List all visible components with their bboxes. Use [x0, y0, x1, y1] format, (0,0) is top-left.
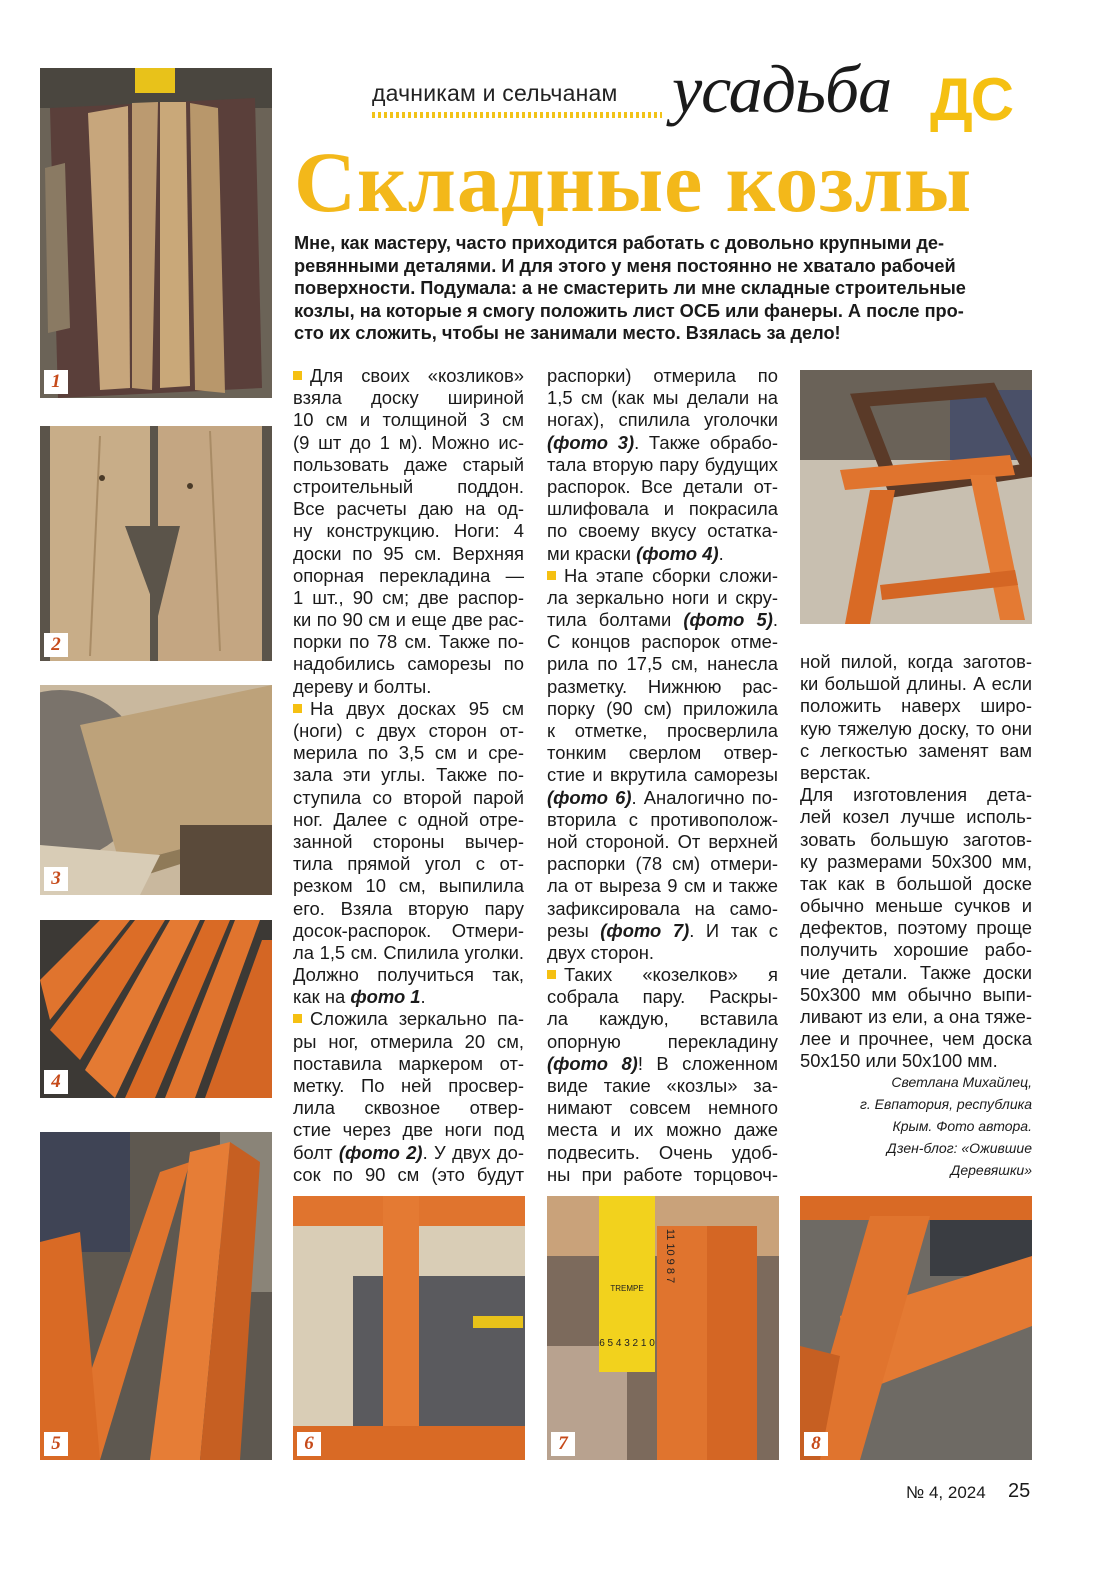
text-line: с легкостью заменят вам [800, 739, 1032, 761]
text-line: так как в большой доске [800, 872, 1032, 894]
text-line: Все расчеты даю на од- [293, 498, 524, 520]
photo-number: 1 [44, 370, 68, 394]
text-line: взяла доску шириной [293, 387, 524, 409]
text-line: опорную перекладину [547, 1030, 778, 1052]
text-line: ной пилой, когда заготов- [800, 651, 1032, 672]
text-line: вторила с противополож- [547, 808, 778, 830]
text-line: 1 шт., 90 см; две распор- [293, 586, 524, 608]
text-line: ку размерами 50х300 мм, [800, 850, 1032, 872]
text-line: надобились саморезы по [293, 653, 524, 675]
signature-line: Деревяшки» [950, 1162, 1032, 1178]
photo-top-right [800, 370, 1032, 624]
tape-digits-lower: 6 5 4 3 2 1 0 [599, 1338, 655, 1349]
bullet-icon [547, 571, 556, 580]
text-line: распорки (78 см) отмери- [547, 853, 778, 875]
photo-1 [40, 68, 272, 398]
text-line: тонким сверлом отвер- [547, 742, 778, 764]
text-line: 50х150 или 50х100 мм. [800, 1050, 998, 1072]
text-line: подвесить. Очень удоб- [547, 1141, 778, 1163]
article-lead [294, 232, 1032, 345]
body-column-2 [547, 365, 778, 1186]
text-line: порку (90 см) приложила [547, 697, 778, 719]
text-line: обычно меньше сучков и [800, 895, 1032, 917]
tape-digits: 11 10 9 8 7 [664, 1228, 676, 1284]
text-line: (ноги) с двух сторон от- [293, 720, 524, 741]
text-line: верстак. [800, 761, 871, 783]
photo-number: 4 [44, 1070, 68, 1094]
text-line: зовать большую заготов- [800, 828, 1032, 850]
text-line: лей козел лучше исполь- [800, 806, 1032, 828]
photo-reference: (фото 4) [636, 542, 719, 564]
photo-number: 5 [44, 1432, 68, 1456]
text-line: распорки) отмерила по [547, 365, 778, 386]
text-line: ног. Далее с одной отре- [293, 808, 524, 830]
text-line: (фото 8)! В сложенном [547, 1052, 779, 1074]
text-line: резком 10 см, выпилила [293, 875, 524, 897]
body-column-3 [800, 651, 1032, 1073]
lead-line: Мне, как мастеру, часто приходится работать с довольно крупными де- [294, 233, 945, 253]
text-line: ла 1,5 см. Спилила уголки. [293, 941, 524, 963]
text-line: зафиксировала на само- [547, 897, 778, 919]
text-line: На двух досках 95 см [293, 698, 524, 720]
text-line: стие и вкрутила саморезы [547, 764, 778, 786]
photo-reference: (фото 3) [547, 431, 635, 453]
text-line: двух сторон. [547, 941, 654, 963]
text-line: опорная перекладина — [293, 564, 524, 586]
text-line: Таких «козелков» я [547, 964, 778, 986]
masthead [372, 51, 1032, 138]
text-line: болт (фото 2). У двух до- [293, 1141, 524, 1163]
text-line: зала эти углы. Также по- [293, 764, 524, 786]
text-line: места и их можно даже [547, 1119, 778, 1141]
photo-reference: (фото 5) [683, 609, 773, 631]
text-line: тила прямой угол с от- [293, 853, 524, 875]
text-line: виде такие «козлы» за- [547, 1075, 778, 1096]
text-line: ной стороной. От верхней [547, 830, 778, 852]
text-line: ры ног, отмерила 20 см, [293, 1030, 524, 1052]
signature-line: Крым. Фото автора. [892, 1118, 1032, 1134]
text-line: 50х300 мм обычно выпи- [800, 983, 1032, 1005]
text-line: занной стороны вычер- [293, 830, 524, 852]
text-line: досок-распорок. Отмери- [293, 919, 524, 941]
text-line: тила болтами (фото 5). [547, 609, 779, 631]
signature-line: Дзен-блог: «Ожившие [886, 1140, 1032, 1156]
text-line: На этапе сборки сложи- [547, 565, 778, 587]
issue-number: № 4, 2024 [906, 1483, 986, 1502]
text-line: ми краски (фото 4). [547, 542, 724, 564]
text-line: (фото 6). Аналогично по- [547, 786, 779, 808]
text-line: нимают совсем немного [547, 1097, 778, 1119]
photo-2 [40, 426, 272, 661]
body-column-1 [293, 365, 524, 1186]
text-line: (9 шт до 1 м). Можно ис- [293, 431, 524, 453]
section-logo: ДС [930, 66, 1013, 133]
text-line: к отметке, просверлила [547, 720, 778, 741]
photo-8 [800, 1196, 1032, 1460]
text-line: дереву и болты. [293, 675, 432, 697]
text-line: ногах), спилила уголочки [547, 409, 778, 431]
text-line: по своему вкусу остатка- [547, 520, 778, 542]
text-line: его. Взяла вторую пару [293, 897, 524, 919]
text-line: строительный поддон. [293, 475, 524, 497]
text-line: ки по 90 см и еще две рас- [293, 609, 524, 631]
photo-number: 7 [551, 1432, 575, 1456]
text-line: Сложила зеркально па- [293, 1008, 524, 1030]
text-line: ки большой длины. А если [800, 673, 1032, 695]
photo-number: 8 [804, 1432, 828, 1456]
bullet-icon [293, 371, 302, 380]
section-brand: усадьба [672, 51, 892, 127]
page-number: 25 [1008, 1480, 1031, 1502]
photo-reference: (фото 7) [600, 919, 690, 941]
text-line: ступила со второй парой [293, 786, 524, 808]
lead-line: поверхности. Подумала: а не смастерить ли мне складные строительные [294, 278, 966, 298]
text-line: разметку. Нижнюю рас- [547, 675, 778, 697]
text-line: ла каждую, вставила [547, 1008, 778, 1030]
text-line: мерила по 3,5 см и сре- [293, 742, 524, 764]
text-line: Для изготовления дета- [800, 784, 1032, 806]
text-line: ла от выреза 9 см и также [547, 875, 778, 897]
text-line: ну конструкцию. Ноги: 4 [293, 520, 524, 542]
photo-7 [547, 1196, 779, 1460]
text-line: кую тяжелую доску, то они [800, 717, 1032, 739]
bullet-icon [293, 1014, 302, 1023]
lead-line: козлы, на которые я смогу положить лист ОСБ или фанеры. А после про- [294, 300, 964, 321]
text-line: доски по 95 см. Верхняя [293, 542, 524, 564]
author-signature [800, 1071, 1032, 1181]
text-line: поставила маркером от- [293, 1052, 524, 1074]
text-line: положить наверх широ- [800, 695, 1032, 717]
text-line: Должно получиться так, [293, 964, 524, 986]
photo-number: 2 [44, 633, 68, 657]
tape-brand: TREMPE [610, 1284, 644, 1293]
text-line: (фото 3). Также обрабо- [547, 431, 778, 453]
photo-reference: фото 1 [350, 986, 421, 1008]
photo-4 [40, 920, 272, 1098]
text-line: лее и прочнее, чем доска [800, 1028, 1032, 1050]
photo-3 [40, 685, 272, 895]
signature-line: Светлана Михайлец, [891, 1074, 1032, 1090]
text-line: резы (фото 7). И так с [547, 919, 779, 941]
article-title: Складные козлы [294, 134, 973, 230]
text-line: ливают из ели, а она тяже- [800, 1006, 1032, 1027]
photo-number: 3 [44, 867, 68, 891]
bullet-icon [293, 704, 302, 713]
lead-line: сто их сложить, чтобы не занимали место. Взялась за дело! [294, 323, 841, 343]
text-line: С концов распорок отме- [547, 631, 778, 653]
text-line: стие через две ноги под [293, 1119, 524, 1141]
text-line: ны при работе торцовоч- [547, 1163, 778, 1185]
text-line: метку. По ней просвер- [293, 1075, 524, 1096]
text-line: тала вторую пару будущих [547, 453, 778, 475]
text-line: ла зеркально ноги и скру- [547, 586, 778, 608]
text-line: Для своих «козликов» [293, 365, 524, 387]
text-line: получить хорошие рабо- [800, 939, 1032, 961]
photo-reference: (фото 6) [547, 786, 632, 808]
text-line: лила сквозное отвер- [293, 1097, 524, 1119]
text-line: как на фото 1. [293, 986, 426, 1008]
text-line: собрала пару. Раскры- [547, 986, 778, 1008]
photo-number: 6 [297, 1432, 321, 1456]
photo-reference: (фото 2) [338, 1141, 423, 1163]
photo-5 [40, 1132, 272, 1460]
lead-line: ревянными деталями. И для этого у меня постоянно не хватало рабочей [294, 255, 956, 276]
text-line: чие детали. Также доски [800, 961, 1032, 983]
text-line: дефектов, поэтому проще [800, 917, 1032, 939]
text-line: сок по 90 см (это будут [293, 1163, 524, 1185]
bullet-icon [547, 970, 556, 979]
rubric-label: дачникам и сельчанам [372, 80, 618, 106]
text-line: шлифовала и покрасила [547, 498, 778, 520]
signature-line: г. Евпатория, республика [859, 1096, 1032, 1112]
text-line: порки по 78 см. Также по- [293, 631, 524, 653]
text-line: рила по 17,5 см, нанесла [547, 653, 778, 675]
text-line: распорок. Все детали от- [547, 475, 778, 497]
text-line: 10 см и толщиной 3 см [293, 409, 524, 431]
photo-6 [293, 1196, 525, 1460]
photo-reference: (фото 8) [547, 1052, 638, 1074]
rubric-underline [372, 112, 662, 118]
text-line: пользовать даже старый [293, 453, 524, 475]
text-line: 1,5 см (как мы делали на [547, 387, 778, 409]
